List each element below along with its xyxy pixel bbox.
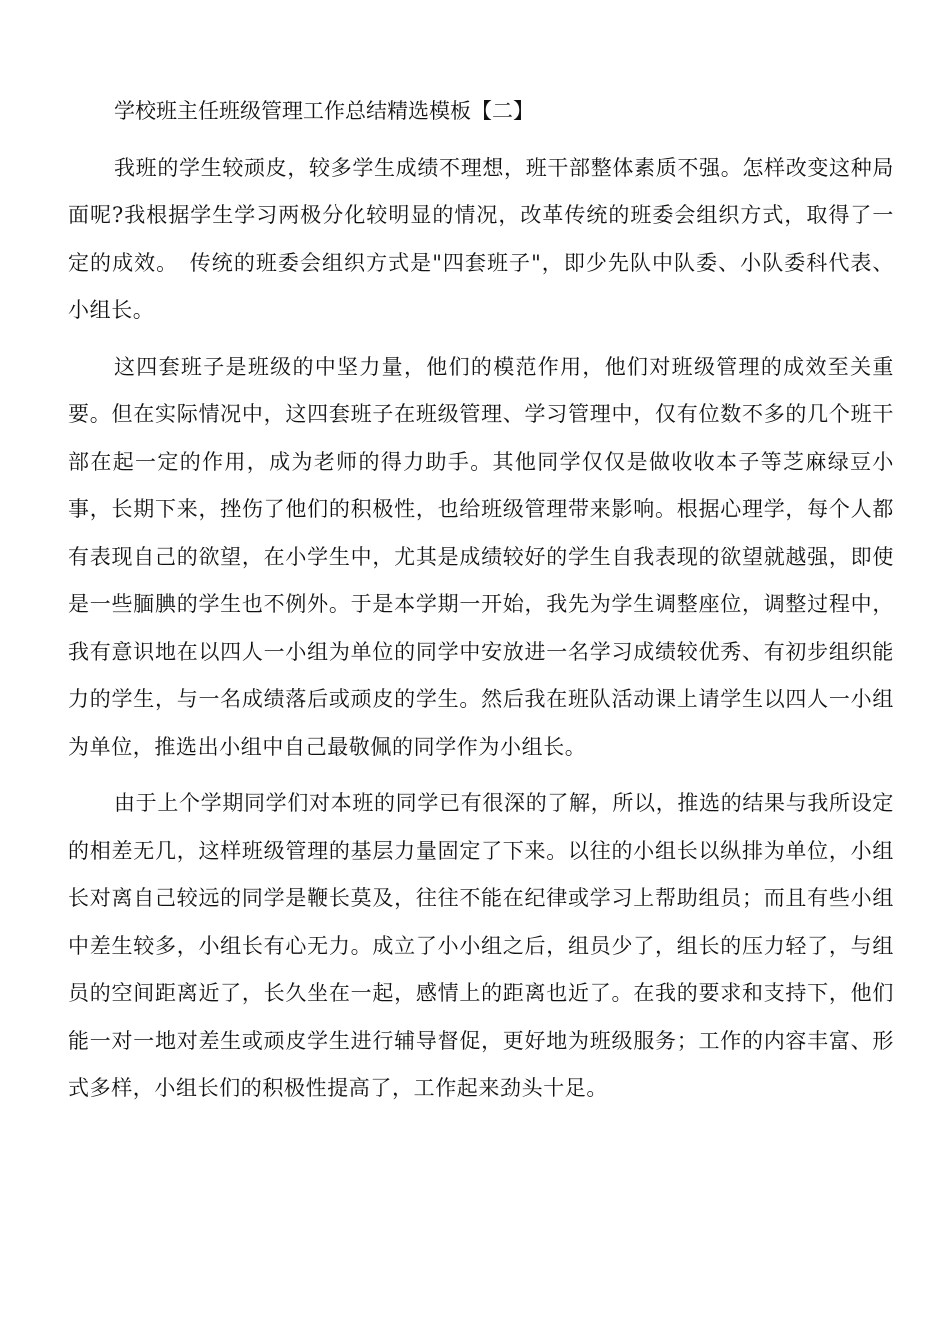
paragraph-1: 我班的学生较顽皮，较多学生成绩不理想，班干部整体素质不强。怎样改变这种局面呢?我根据学生学习两极分化较明显的情况，改革传统的班委会组织方式，取得了一定的成效。 传统的班委会组织方式是"四套班子"，即少先队中队委、小队委科代表、小组长。 [68,155,894,322]
document-title: 学校班主任班级管理工作总结精选模板【二】 [114,99,534,123]
paragraph-2: 这四套班子是班级的中坚力量，他们的模范作用，他们对班级管理的成效至关重要。但在实际情况中，这四套班子在班级管理、学习管理中，仅有位数不多的几个班干部在起一定的作用，成为老师的得力助手。其他同学仅仅是做收收本子等芝麻绿豆小事，长期下来，挫伤了他们的积极性，也给班级管理带来影响。根据心理学，每个人都有表现自己的欲望，在小学生中，尤其是成绩较好的学生自我表现的欲望就越强，即使是一些腼腆的学生也不例外。于是本学期一开始，我先为学生调整座位，调整过程中，我有意识地在以四人一小组为单位的同学中安放进一名学习成绩较优秀、有初步组织能力的学生，与一名成绩落后或顽皮的学生。然后我在班队活动课上请学生以四人一小组为单位，推选出小组中自己最敬佩的同学作为小组长。 [68,354,894,759]
document-page [68,88,894,1113]
paragraph-3: 由于上个学期同学们对本班的同学已有很深的了解，所以，推选的结果与我所设定的相差无几，这样班级管理的基层力量固定了下来。以往的小组长以纵排为单位，小组长对离自己较远的同学是鞭长莫及，往往不能在纪律或学习上帮助组员；而且有些小组中差生较多，小组长有心无力。成立了小小组之后，组员少了，组长的压力轻了，与组员的空间距离近了，长久坐在一起，感情上的距离也近了。在我的要求和支持下，他们能一对一地对差生或顽皮学生进行辅导督促，更好地为班级服务；工作的内容丰富、形式多样，小组长们的积极性提高了，工作起来劲头十足。 [68,791,894,1100]
